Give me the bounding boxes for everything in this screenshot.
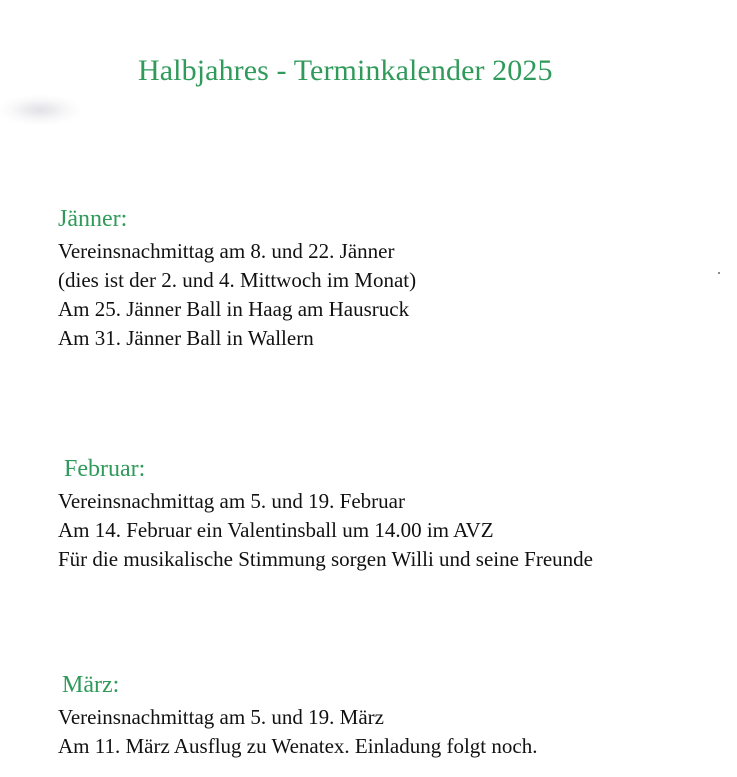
section-line: Vereinsnachmittag am 8. und 22. Jänner (58, 239, 395, 263)
section-line: Für die musikalische Stimmung sorgen Willi und seine Freunde (58, 547, 593, 571)
section-jaenner (58, 206, 416, 353)
section-februar (58, 456, 593, 574)
section-line: Vereinsnachmittag am 5. und 19. März (58, 705, 384, 729)
section-heading-jaenner: Jänner: (58, 206, 128, 232)
section-line: Vereinsnachmittag am 5. und 19. Februar (58, 489, 405, 513)
page-title: Halbjahres - Terminkalender 2025 (138, 54, 553, 87)
section-maerz (58, 672, 537, 761)
section-line: Am 11. März Ausflug zu Wenatex. Einladung folgt noch. (58, 734, 538, 758)
section-line: Am 25. Jänner Ball in Haag am Hausruck (58, 297, 410, 321)
section-line: Am 31. Jänner Ball in Wallern (58, 326, 314, 350)
section-line: (dies ist der 2. und 4. Mittwoch im Monat) (58, 268, 417, 292)
scan-speck (718, 272, 720, 274)
scan-smudge (0, 95, 80, 125)
section-heading-maerz: März: (62, 672, 120, 698)
section-heading-februar: Februar: (64, 456, 146, 482)
section-line: Am 14. Februar ein Valentinsball um 14.00 im AVZ (58, 518, 494, 542)
